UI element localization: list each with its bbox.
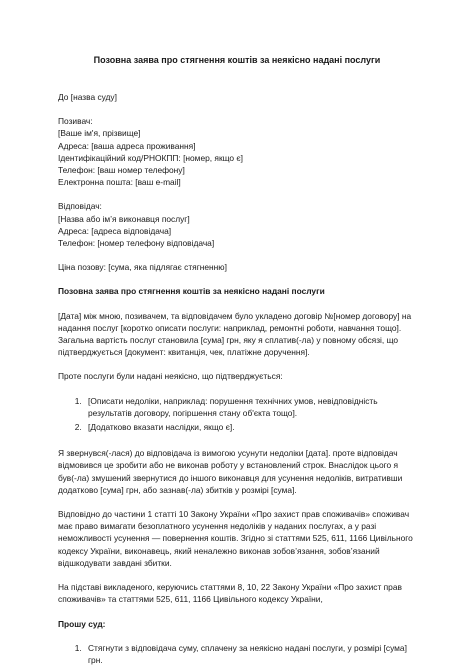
paragraph-claim-attempt: Я звернувся(-лася) до відповідача із вимогою усунути недоліки [дата]. проте відповідач відмовився це зробити або не виконав роботу у встановлений строк. Внаслідок цього я був(-ла) змушений звернутися до іншого виконавця для усунення недоліків, витративши додатково [сума] грн, або зазнав(-ла) збитків у розмірі [сума].	[58, 448, 403, 495]
plaintiff-block	[58, 115, 416, 188]
defendant-line: [Назва або ім’я виконавця послуг]	[58, 213, 190, 224]
plaintiff-line: Адреса: [ваша адреса проживання]	[58, 140, 196, 151]
plaintiff-line: Ідентифікаційний код/РНОКПП: [номер, якщо є]	[58, 152, 243, 163]
paragraph-contract: [Дата] між мною, позивачем, та відповідачем було укладено договір №[номер договору] на надання послуг [коротко описати послуги: наприклад, ремонтні роботи, навчання тощо]. Загальна вартість послуг становила [сума] грн, яку я сплатив(-ла) у повному обсязі, що підтверджується [документ: квитанція, чек, платіжне доручення].	[58, 310, 412, 358]
plaintiff-line: Електронна пошта: [ваш e-mail]	[58, 177, 181, 188]
list-item: 2. [Додатково вказати наслідки, якщо є].	[84, 421, 416, 433]
request-heading: Прошу суд:	[58, 618, 106, 629]
defendant-line: Телефон: [номер телефону відповідача]	[58, 238, 215, 249]
court-line: До [назва суду]	[58, 92, 117, 102]
defendant-line: Адреса: [адреса відповідача]	[58, 225, 172, 236]
list-item: 1. Стягнути з відповідача суму, сплачену за неякісно надані послуги, у розмірі [сума] грн.	[84, 642, 416, 666]
defects-list	[58, 395, 416, 434]
document-title: Позовна заява про стягнення коштів за неякісно надані послуги	[93, 55, 381, 65]
defendant-block	[58, 200, 416, 249]
list-item: 1. [Описати недоліки, наприклад: порушення технічних умов, невідповідність результатів договору, погіршення стану об'єкта тощо].	[84, 395, 416, 419]
paragraph-legal-basis: Відповідно до частини 1 статті 10 Закону України «Про захист прав споживачів» споживач має право вимагати безоплатного усунення недоліків у наданих послугах, а у разі неможливості усунення — повернення коштів. Згідно зі статтями 525, 611, 1166 Цивільного кодексу України, виконавець, який неналежно виконав зобов’язання, зобов’язаний відшкодувати завдані збитки.	[58, 509, 413, 568]
paragraph-grounds: На підставі викладеного, керуючись статтями 8, 10, 22 Закону України «Про захист прав споживачів» та статтями 525, 611, 1166 Цивільного кодексу України,	[58, 582, 402, 605]
plaintiff-label: Позивач:	[58, 116, 93, 127]
plaintiff-line: [Ваше ім'я, прізвище]	[58, 128, 141, 139]
defendant-label: Відповідач:	[58, 201, 102, 212]
claim-price: Ціна позову: [сума, яка підлягає стягненню]	[58, 262, 227, 273]
request-list	[58, 642, 416, 666]
section-heading: Позовна заява про стягнення коштів за неякісно надані послуги	[58, 286, 325, 297]
paragraph-defects-intro: Проте послуги були надані неякісно, що підтверджується:	[58, 371, 283, 382]
plaintiff-line: Телефон: [ваш номер телефону]	[58, 165, 185, 176]
